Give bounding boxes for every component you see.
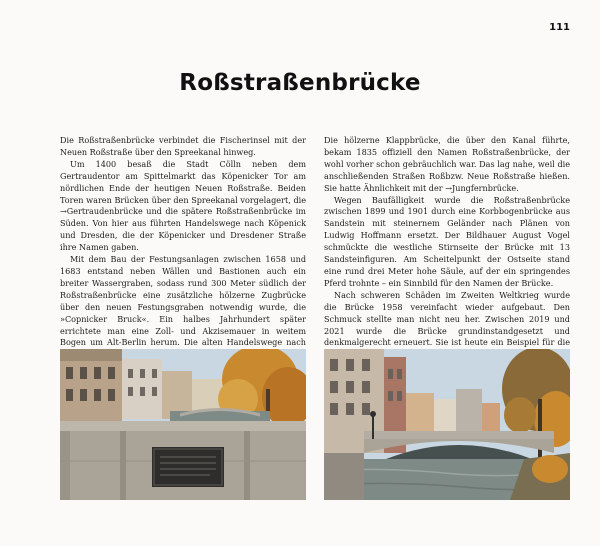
photo-bridge-parapet-image [60,349,306,500]
left-paragraph-3: Mit dem Bau der Festungsanlagen zwischen 1658 und 1683 entstand neben Wällen und Bastionen auch ein breiter Wassergraben, sodass rund 300 Meter südlich der Roßstraßenbrücke eine zusätzliche hölzerne Zugbrücke über den neuen Festungsgraben notwendig wurde, die »Copnicker Bruck«. Ein halbes Jahrhundert später errichtete man eine Zoll- und Akzisemauer in weitem Bogen um Alt-Berlin herum. Die alten Handelswege nach [60,254,306,348]
right-paragraph-1: Die hölzerne Klappbrücke, die über den Kanal führte, bekam 1835 offiziell den Namen Roßstraßenbrücke, der wohl vorher schon gebräuchlich war. Das lag nahe, weil die anschließenden Straßen Roßbzw. Neue Roßstraße hießen. Sie hatte Ähnlichkeit mit der →Jungfernbrücke. [324,135,570,193]
photo-bridge-parapet [60,349,306,500]
photo-bridge-arch [324,349,570,500]
photo-bridge-arch-image [324,349,570,500]
page-title: Roßstraßenbrücke [179,70,421,96]
left-text-column [60,135,306,373]
right-text-column [324,135,570,361]
page-number: 111 [549,22,570,33]
right-paragraph-2: Wegen Baufälligkeit wurde die Roßstraßenbrücke zwischen 1899 und 1901 durch eine Korbbogenbrücke aus Sandstein mit steinernem Geländer nach Plänen von Ludwig Hoffmann ersetzt. Der Bildhauer August Vogel schmückte die westliche Stirnseite der Brücke mit 13 Sandsteinfiguren. Am Scheitelpunkt der Ostseite stand eine rund drei Meter hohe Säule, auf der ein springendes Pferd trohnte – ein Sinnbild für den Namen der Brücke. [324,194,570,288]
left-paragraph-1: Die Roßstraßenbrücke verbindet die Fischerinsel mit der Neuen Roßstraße über den Spreekanal hinweg. [60,135,306,157]
right-paragraph-3: Nach schweren Schäden im Zweiten Weltkrieg wurde die Brücke 1958 vereinfacht wieder aufgebaut. Den Schmuck stellte man nicht neu her. Zwischen 2019 und 2021 wurde die Brücke grundinstandgesetzt und denkmalgerecht erneuert. Sie ist heute ein Beispiel für die [324,289,570,348]
left-paragraph-2: Um 1400 besaß die Stadt Cölln neben dem Gertraudentor am Spittelmarkt das Köpenicker Tor am nördlichen Ende der heutigen Neuen Roßstraße. Beiden Toren waren Brücken über den Spreekanal vorgelagert, die →Gertraudenbrücke und die spätere Roßstraßenbrücke im Süden. Von hier aus führten Handelswege nach Köpenick und Dresden, die der Köpenicker und Dresdener Straße ihre Namen gaben. [60,158,306,253]
